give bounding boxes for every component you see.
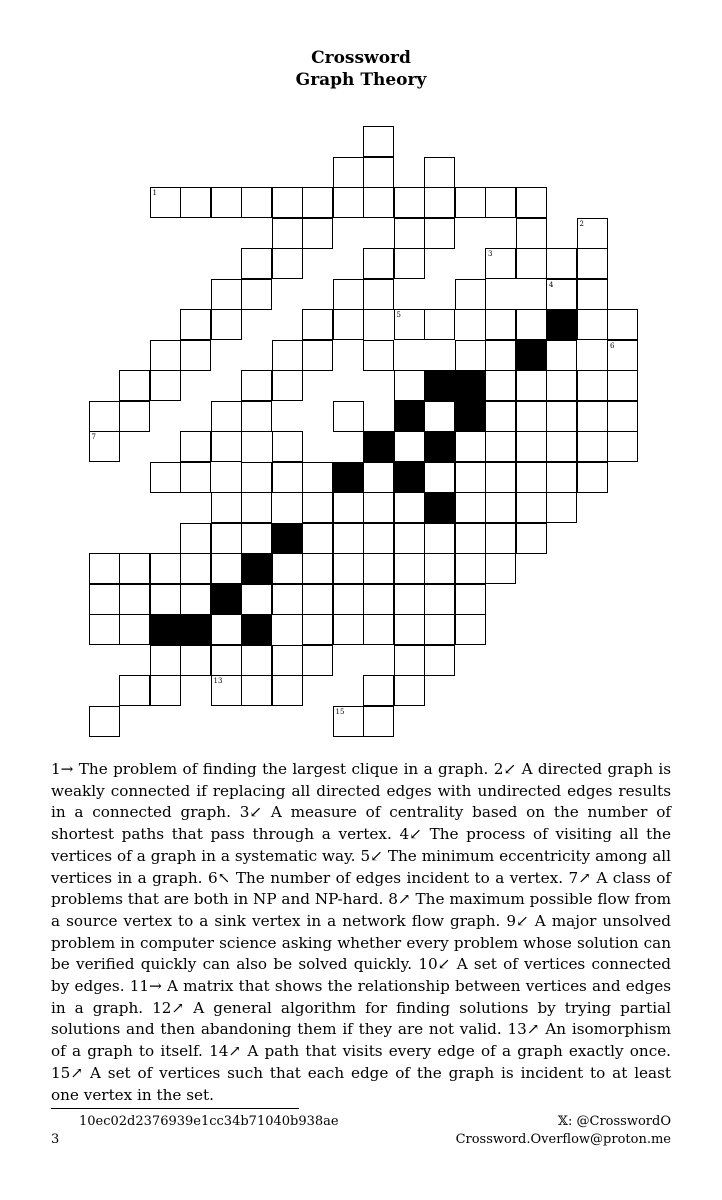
clue-number: 3 [239,803,250,822]
grid-cell[interactable] [150,645,181,676]
grid-cell[interactable] [272,584,303,615]
grid-cell[interactable] [302,614,333,645]
clue-direction-icon: ↗ [171,998,185,1017]
clue-text: The maximum possible flow from a source vertex to a sink vertex in a network flow graph. [51,890,672,930]
grid-cell[interactable] [363,553,394,584]
clue-number: 12 [152,998,172,1017]
grid-cell[interactable] [241,187,272,218]
grid-cell[interactable] [607,340,638,371]
clue-number-label: 1 [152,189,157,197]
grid-cell[interactable] [150,584,181,615]
footer-rule [51,1108,299,1109]
grid-block [180,614,211,645]
grid-cell[interactable] [516,523,547,554]
grid-cell[interactable] [150,340,181,371]
clue-list [51,759,671,1106]
grid-cell[interactable] [302,340,333,371]
grid-cell[interactable] [577,370,608,401]
clue-number: 1 [51,760,61,778]
grid-cell[interactable] [333,401,364,432]
grid-cell[interactable] [424,401,455,432]
grid-cell[interactable] [516,248,547,279]
grid-cell[interactable] [119,553,150,584]
grid-cell[interactable] [150,462,181,493]
grid-cell[interactable] [577,401,608,432]
grid-cell[interactable] [272,187,303,218]
clue-text: The minimum eccentricity among all vertices in a graph. [51,846,671,887]
grid-cell[interactable] [546,279,577,310]
clue-direction-icon: ↙ [409,825,422,844]
grid-cell[interactable] [241,492,272,523]
grid-cell[interactable] [272,675,303,706]
grid-cell[interactable] [455,614,486,645]
grid-cell[interactable] [424,157,455,188]
grid-cell[interactable] [241,584,272,615]
grid-block [424,492,455,523]
clue-direction-icon: ↗ [228,1042,242,1061]
clue-number-label: 5 [396,311,401,319]
grid-cell[interactable] [424,309,455,340]
grid-cell[interactable] [485,309,516,340]
grid-cell[interactable] [302,218,333,249]
grid-cell[interactable] [333,492,364,523]
page-number: 3 [51,1132,60,1147]
clue-number: 7 [568,868,579,887]
grid-cell[interactable] [241,248,272,279]
grid-block [211,584,242,615]
grid-cell[interactable] [394,492,425,523]
grid-cell[interactable] [211,523,242,554]
grid-cell[interactable] [455,584,486,615]
grid-cell[interactable] [394,584,425,615]
grid-cell[interactable] [302,187,333,218]
grid-cell[interactable] [333,553,364,584]
grid-cell[interactable] [363,523,394,554]
grid-cell[interactable] [333,157,364,188]
grid-block [546,309,577,340]
grid-cell[interactable] [394,553,425,584]
grid-cell[interactable] [211,187,242,218]
grid-cell[interactable] [241,645,272,676]
grid-cell[interactable] [607,370,638,401]
grid-cell[interactable] [363,340,394,371]
grid-cell[interactable] [394,614,425,645]
grid-cell[interactable] [516,370,547,401]
grid-block [363,431,394,462]
grid-cell[interactable] [394,675,425,706]
grid-cell[interactable] [455,462,486,493]
grid-cell[interactable] [302,553,333,584]
clue-number-label: 13 [213,677,223,685]
grid-cell[interactable] [211,309,242,340]
grid-cell[interactable] [485,462,516,493]
grid-cell[interactable] [272,340,303,371]
grid-cell[interactable] [333,309,364,340]
grid-cell[interactable] [272,645,303,676]
grid-cell[interactable] [577,309,608,340]
clue-text: A path that visits every edge of a graph exactly once. [247,1042,672,1061]
grid-cell[interactable] [119,675,150,706]
grid-cell[interactable] [150,675,181,706]
grid-cell[interactable] [302,462,333,493]
grid-block [424,431,455,462]
grid-cell[interactable] [119,584,150,615]
grid-cell[interactable] [424,614,455,645]
clue-number: 13 [507,1020,527,1039]
grid-cell[interactable] [546,462,577,493]
grid-cell[interactable] [363,614,394,645]
grid-cell[interactable] [180,462,211,493]
grid-cell[interactable] [89,553,120,584]
grid-cell[interactable] [424,523,455,554]
clue-number: 10 [418,955,438,974]
clue-direction-icon: ↗ [397,890,411,909]
grid-cell[interactable] [363,584,394,615]
clue-number-label: 3 [488,250,493,258]
grid-cell[interactable] [546,340,577,371]
grid-cell[interactable] [211,553,242,584]
grid-cell[interactable] [516,218,547,249]
grid-cell[interactable] [546,248,577,279]
grid-block [516,340,547,371]
grid-cell[interactable] [272,218,303,249]
grid-block [394,462,425,493]
page-subtitle: Graph Theory [295,70,427,90]
grid-cell[interactable] [485,492,516,523]
grid-cell[interactable] [424,645,455,676]
grid-cell[interactable] [455,340,486,371]
grid-cell[interactable] [89,584,120,615]
grid-cell[interactable] [363,187,394,218]
grid-cell[interactable] [211,492,242,523]
grid-cell[interactable] [363,157,394,188]
clue-number: 4 [399,825,410,844]
clue-text: A set of vertices such that each edge of the graph is incident to at least one vertex in the set. [51,1063,671,1104]
grid-cell[interactable] [516,431,547,462]
grid-cell[interactable] [363,675,394,706]
clue-direction-icon: ↙ [437,955,451,974]
grid-cell[interactable] [577,279,608,310]
clue-number-label: 4 [549,280,554,289]
clue-number: 2 [493,760,504,778]
grid-cell[interactable] [272,462,303,493]
grid-cell[interactable] [211,614,242,645]
grid-block [150,614,181,645]
grid-cell[interactable] [424,187,455,218]
grid-cell[interactable] [302,492,333,523]
grid-cell[interactable] [394,309,425,340]
grid-cell[interactable] [119,401,150,432]
grid-cell[interactable] [241,370,272,401]
grid-cell[interactable] [394,645,425,676]
footer-social[interactable]: 𝕏: @CrosswordO [557,1114,671,1129]
grid-cell[interactable] [180,584,211,615]
grid-cell[interactable] [394,370,425,401]
grid-cell[interactable] [272,248,303,279]
clue-text: A class of problems that are both in NP and NP-hard. [51,868,672,909]
grid-cell[interactable] [455,492,486,523]
grid-cell[interactable] [150,187,181,218]
grid-cell[interactable] [424,584,455,615]
grid-cell[interactable] [150,370,181,401]
clue-item [51,1064,671,1104]
grid-cell[interactable] [180,187,211,218]
grid-cell[interactable] [211,431,242,462]
grid-cell[interactable] [455,279,486,310]
grid-cell[interactable] [607,309,638,340]
clue-direction-icon: ↖ [217,868,231,887]
grid-cell[interactable] [394,431,425,462]
clue-direction-icon: ↙ [516,911,529,930]
clue-text: A matrix that shows the relationship between vertices and edges in a graph. [51,977,672,1017]
clue-text: A directed graph is weakly connected if replacing all directed edges with undirected edges results in a connected graph. [51,760,672,822]
grid-cell[interactable] [333,584,364,615]
footer-hash: 10ec02d2376939e1cc34b71040b938ae [79,1114,339,1129]
clue-direction-icon: ↗ [70,1063,84,1082]
grid-cell[interactable] [516,187,547,218]
grid-cell[interactable] [485,370,516,401]
grid-cell[interactable] [211,279,242,310]
grid-cell[interactable] [455,187,486,218]
grid-cell[interactable] [607,401,638,432]
grid-block [455,401,486,432]
grid-block [455,370,486,401]
grid-cell[interactable] [302,584,333,615]
clue-text: An isomorphism of a graph to itself. [51,1020,672,1061]
clue-number: 14 [209,1042,229,1061]
grid-cell[interactable] [333,706,364,737]
grid-cell[interactable] [302,309,333,340]
grid-cell[interactable] [211,401,242,432]
grid-cell[interactable] [180,645,211,676]
grid-cell[interactable] [516,462,547,493]
grid-cell[interactable] [546,401,577,432]
grid-cell[interactable] [363,248,394,279]
clue-text: A measure of centrality based on the number of shortest paths that pass through a vertex. [51,803,671,844]
clue-direction-icon: ↙ [503,760,517,778]
clue-direction-icon: ↙ [249,803,263,822]
clue-number-label: 15 [335,707,345,716]
clue-item [51,760,488,778]
clue-direction-icon: ↗ [578,868,591,887]
grid-cell[interactable] [485,553,516,584]
grid-cell[interactable] [211,645,242,676]
grid-cell[interactable] [150,553,181,584]
grid-cell[interactable] [455,553,486,584]
grid-cell[interactable] [119,370,150,401]
grid-cell[interactable] [485,340,516,371]
clue-number: 9 [506,911,517,930]
grid-cell[interactable] [516,401,547,432]
grid-cell[interactable] [363,706,394,737]
clue-number-label: 2 [579,219,584,228]
grid-cell[interactable] [180,340,211,371]
clue-number-label: 7 [91,433,96,441]
grid-cell[interactable] [89,431,120,462]
grid-cell[interactable] [272,553,303,584]
clue-text: The number of edges incident to a vertex. [235,868,564,887]
grid-cell[interactable] [272,431,303,462]
grid-cell[interactable] [546,370,577,401]
grid-cell[interactable] [333,614,364,645]
grid-cell[interactable] [89,401,120,432]
clue-direction-icon: ↗ [526,1020,540,1039]
grid-cell[interactable] [333,187,364,218]
grid-cell[interactable] [516,309,547,340]
grid-cell[interactable] [363,279,394,310]
grid-cell[interactable] [577,462,608,493]
clue-number: 15 [51,1063,71,1082]
grid-cell[interactable] [241,462,272,493]
clue-direction-icon: → [149,977,162,996]
grid-cell[interactable] [241,279,272,310]
grid-cell[interactable] [485,431,516,462]
grid-cell[interactable] [424,553,455,584]
footer-email[interactable]: Crossword.Overflow@proton.me [455,1132,671,1147]
clue-text: A set of vertices connected by edges. [51,955,672,996]
grid-cell[interactable] [577,248,608,279]
grid-cell[interactable] [363,126,394,157]
page-title: Crossword [311,48,411,68]
clue-item [209,1042,671,1060]
grid-cell[interactable] [180,309,211,340]
grid-cell[interactable] [241,675,272,706]
grid-cell[interactable] [485,523,516,554]
grid-cell[interactable] [333,279,364,310]
clue-item [208,869,563,887]
grid-cell[interactable] [485,248,516,279]
grid-cell[interactable] [455,523,486,554]
clue-text: The problem of finding the largest clique in a graph. [78,760,489,778]
clue-text: A major unsolved problem in computer science asking whether every problem whose solution can be verified quickly can also be solved quickly. [51,911,672,974]
grid-block [424,370,455,401]
grid-cell[interactable] [211,675,242,706]
clue-number: 5 [360,846,371,865]
grid-cell[interactable] [241,523,272,554]
grid-cell[interactable] [546,492,577,523]
grid-cell[interactable] [180,523,211,554]
grid-cell[interactable] [394,218,425,249]
clue-number: 8 [388,890,398,909]
grid-cell[interactable] [394,187,425,218]
grid-cell[interactable] [485,401,516,432]
grid-cell[interactable] [241,401,272,432]
grid-cell[interactable] [577,431,608,462]
grid-cell[interactable] [516,492,547,523]
grid-cell[interactable] [455,431,486,462]
clue-direction-icon: ↙ [370,846,383,865]
grid-cell[interactable] [180,431,211,462]
grid-cell[interactable] [333,523,364,554]
grid-cell[interactable] [577,218,608,249]
grid-cell[interactable] [272,370,303,401]
grid-cell[interactable] [424,462,455,493]
grid-cell[interactable] [394,248,425,279]
grid-block [272,523,303,554]
grid-cell[interactable] [394,523,425,554]
grid-cell[interactable] [119,614,150,645]
clue-number: 11 [129,977,150,996]
clue-text: A general algorithm for finding solutions by trying partial solutions and then abandoning them if they are not valid. [51,998,672,1039]
grid-block [241,614,272,645]
grid-cell[interactable] [89,706,120,737]
grid-block [333,462,364,493]
grid-block [394,401,425,432]
clue-number-label: 6 [610,341,615,350]
grid-cell[interactable] [302,645,333,676]
clue-text: The process of visiting all the vertices of a graph in a systematic way. [51,825,671,865]
grid-cell[interactable] [89,614,120,645]
grid-cell[interactable] [607,431,638,462]
grid-block [241,553,272,584]
grid-cell[interactable] [424,218,455,249]
grid-cell[interactable] [180,553,211,584]
clue-direction-icon: → [60,760,74,778]
grid-cell[interactable] [546,431,577,462]
clue-number: 6 [207,868,218,887]
grid-cell[interactable] [485,187,516,218]
grid-cell[interactable] [363,492,394,523]
grid-cell[interactable] [302,523,333,554]
grid-cell[interactable] [363,462,394,493]
